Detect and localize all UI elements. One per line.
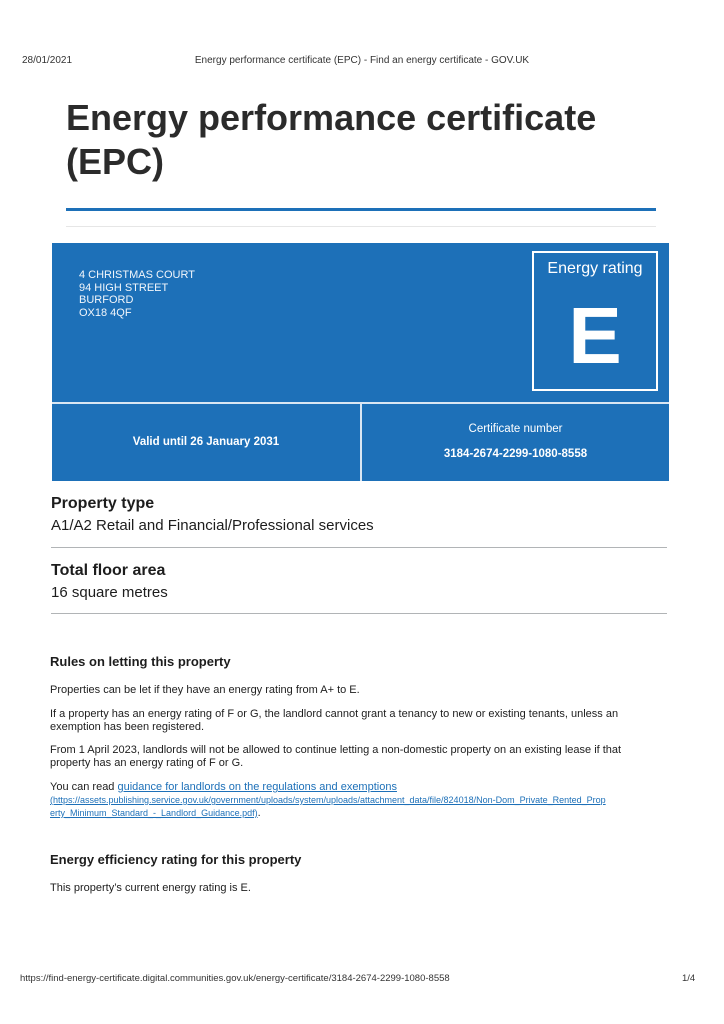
page-title: Energy performance certificate (EPC) bbox=[66, 97, 597, 182]
address-line-4: OX18 4QF bbox=[79, 306, 132, 319]
energy-rating-box bbox=[532, 251, 658, 391]
letting-paragraph-4 bbox=[50, 781, 610, 820]
letting-paragraph-1: Properties can be let if they have an energy rating from A+ to E. bbox=[50, 684, 360, 696]
print-page-title: Energy performance certificate (EPC) - Find an energy certificate - GOV.UK bbox=[194, 55, 530, 66]
property-type-heading: Property type bbox=[51, 495, 155, 512]
energy-rating-label: Energy rating bbox=[547, 260, 643, 277]
efficiency-heading: Energy efficiency rating for this property bbox=[50, 852, 302, 867]
title-underline bbox=[66, 208, 656, 211]
floor-area-value: 16 square metres bbox=[51, 584, 168, 601]
efficiency-text: This property’s current energy rating is E. bbox=[50, 882, 251, 894]
section-divider bbox=[51, 547, 667, 548]
guidance-suffix: . bbox=[257, 807, 261, 819]
guidance-url-link[interactable]: (https://assets.publishing.service.gov.uk/government/uploads/system/uploads/attachment_data/file/824018/Non-Dom_Private_Rented_Property_Minimum_Standard_-_Landlord_Guidance.pdf) bbox=[50, 795, 606, 818]
address-line-1: 4 CHRISTMAS COURT bbox=[79, 269, 195, 281]
print-page-number: 1/4 bbox=[682, 973, 696, 984]
property-address bbox=[79, 269, 195, 319]
box-vertical-divider bbox=[360, 404, 362, 481]
certificate-number-label: Certificate number bbox=[468, 423, 563, 435]
floor-area-heading: Total floor area bbox=[51, 562, 166, 579]
letting-paragraph-2: If a property has an energy rating of F or G, the landlord cannot grant a tenancy to new or existing tenants, unless an exemption has been registered. bbox=[50, 708, 619, 733]
letting-rules-heading: Rules on letting this property bbox=[50, 654, 231, 669]
section-divider bbox=[51, 613, 667, 614]
property-type-value: A1/A2 Retail and Financial/Professional services bbox=[51, 517, 374, 534]
guidance-prefix: You can read bbox=[50, 781, 118, 793]
valid-until: Valid until 26 January 2031 bbox=[132, 436, 280, 448]
guidance-link[interactable]: guidance for landlords on the regulations and exemptions bbox=[117, 781, 397, 793]
print-date: 28/01/2021 bbox=[22, 55, 73, 66]
letting-paragraph-3: From 1 April 2023, landlords will not be allowed to continue letting a non-domestic property on an existing lease if that property has an energy rating of F or G. bbox=[50, 744, 622, 769]
address-line-3: BURFORD bbox=[79, 294, 134, 306]
title-divider bbox=[66, 226, 656, 227]
energy-rating-letter: E bbox=[568, 291, 622, 380]
certificate-number: 3184-2674-2299-1080-8558 bbox=[443, 448, 588, 460]
epc-summary-box bbox=[52, 243, 669, 481]
address-line-2: 94 HIGH STREET bbox=[79, 281, 169, 294]
print-footer-url: https://find-energy-certificate.digital.communities.gov.uk/energy-certificate/3184-2674-2299-1080-8558 bbox=[20, 973, 450, 984]
